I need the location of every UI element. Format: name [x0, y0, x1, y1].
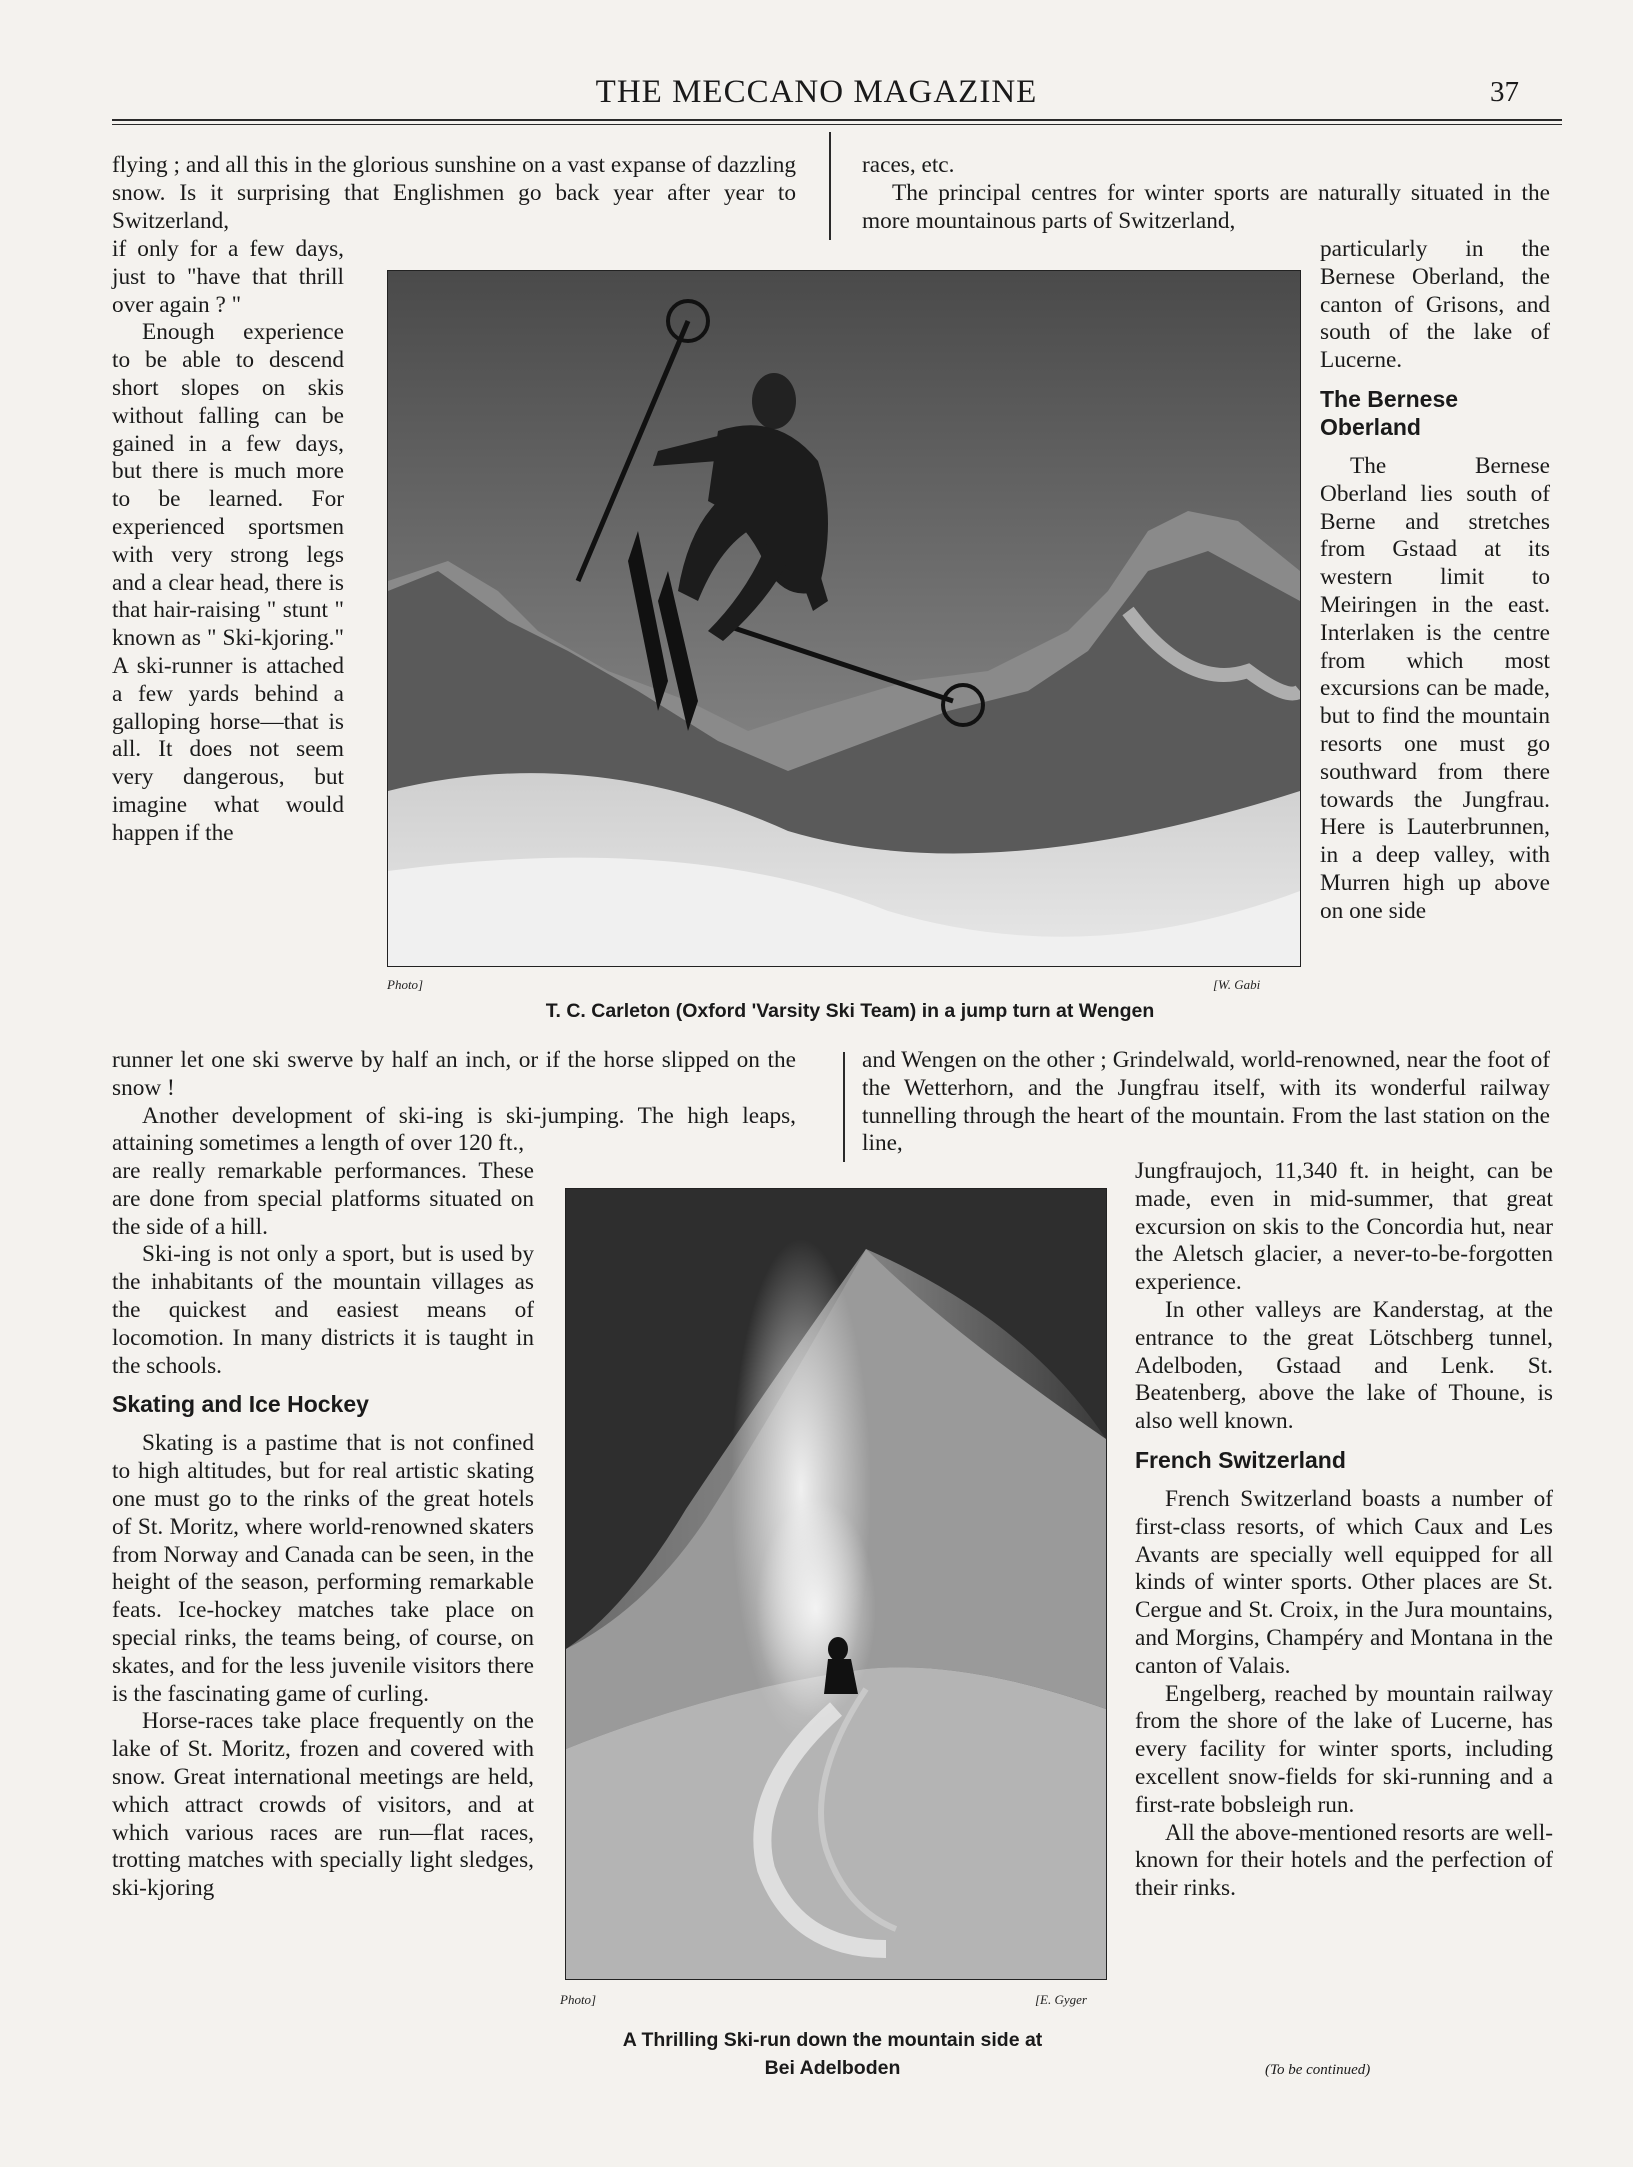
- paragraph: In other valleys are Kanderstag, at the entrance to the great Lötschberg tunnel, Adelboden, Gstaad and Lenk. St. Beatenberg, above the lake of Thoune, is also well known.: [1135, 1296, 1553, 1435]
- ski-run-image: [566, 1189, 1106, 1979]
- article-text-left-top: [112, 152, 796, 235]
- paragraph: races, etc.: [862, 152, 955, 178]
- photo-caption-top: T. C. Carleton (Oxford 'Varsity Ski Team) in a jump turn at Wengen: [545, 1000, 1155, 1022]
- photo-credit-left-2: Photo]: [560, 1992, 597, 2007]
- column-divider-middle: [843, 1052, 845, 1162]
- paragraph: Jungfraujoch, 11,340 ft. in height, can be made, even in mid-summer, that great excursion on skis to the Concordia hut, near the Aletsch glacier, a never-to-be-forgotten experience.: [1135, 1158, 1553, 1296]
- caption-line: A Thrilling Ski-run down the mountain side at: [622, 2029, 1043, 2051]
- paragraph: and Wengen on the other ; Grindelwald, world-renowned, near the foot of the Wetterhorn, and the Jungfrau itself, with its wonderful railway tunnelling through the heart of the mountain. From the last station on the line,: [862, 1047, 1550, 1157]
- paragraph: Another development of ski-ing is ski-jumping. The high leaps, attaining sometimes a length of over 120 ft.,: [112, 1102, 796, 1157]
- paragraph: Engelberg, reached by mountain railway from the shore of the lake of Lucerne, has every facility for winter sports, including excellent snow-fields for ski-running and a first-rate bobsleigh run.: [1135, 1680, 1553, 1818]
- photo-ski-run: [565, 1188, 1107, 1980]
- photo-ski-jump: [387, 270, 1301, 967]
- paragraph: are really remarkable performances. These are done from special platforms situated on the side of a hill.: [112, 1158, 534, 1240]
- paragraph: All the above-mentioned resorts are well-known for their hotels and the perfection of their rinks.: [1135, 1819, 1553, 1902]
- paragraph: runner let one ski swerve by half an inch, or if the horse slipped on the snow !: [112, 1047, 796, 1101]
- article-text-left-middle: [112, 1047, 796, 1158]
- header-rule-thin: [112, 124, 1562, 125]
- article-text-left-narrow: [112, 236, 344, 848]
- section-heading-french: French Switzerland: [1135, 1446, 1346, 1473]
- paragraph: Ski-ing is not only a sport, but is used by the inhabitants of the mountain villages as the quickest and easiest means of locomotion. In many districts it is taught in the schools.: [112, 1241, 534, 1379]
- continued-note: (To be continued): [1265, 2062, 1371, 2078]
- paragraph: Enough experience to be able to descend short slopes on skis without falling can be gained in a few days, but there is much more to be learned. For experienced sportsmen with very strong legs and a clear head, there is that hair-raising " stunt " known as " Ski-kjoring." A ski-runner is attached a few yards behind a galloping horse—that is all. It does not seem very dangerous, but imagine what would happen if the: [112, 319, 344, 846]
- page-number: 37: [1490, 76, 1519, 108]
- paragraph: if only for a few days, just to "have that thrill over again ? ": [112, 236, 344, 318]
- column-divider-top: [829, 132, 831, 240]
- article-text-right-narrow: [1320, 236, 1550, 926]
- photo-credit-left: Photo]: [387, 977, 424, 992]
- ski-jumper-image: [388, 271, 1300, 966]
- article-text-right-middle: [862, 1047, 1550, 1158]
- paragraph: The Bernese Oberland lies south of Berne and stretches from Gstaad at its western limit to Meiringen in the east. Interlaken is the centre from which most excursions can be made, but to find the mountain resorts one must go southward from there towards the Jungfrau. Here is Lauterbrunnen, in a deep valley, with Murren high up above on one side: [1320, 452, 1550, 924]
- paragraph: Skating is a pastime that is not confined to high altitudes, but for real artistic skating one must go to the rinks of the great hotels of St. Moritz, where world-renowned skaters from Norway and Canada can be seen, in the height of the season, performing remarkable feats. Ice-hockey matches take place on special rinks, the teams being, of course, on skates, and for the less juvenile visitors there is the fascinating game of curling.: [112, 1430, 534, 1707]
- paragraph: The principal centres for winter sports are naturally situated in the more mountainous parts of Switzerland,: [862, 179, 1550, 234]
- article-text-left-lower: [112, 1158, 534, 1903]
- paragraph: flying ; and all this in the glorious sunshine on a vast expanse of dazzling snow. Is it surprising that Englishmen go back year after year to Switzerland,: [112, 152, 796, 234]
- photo-caption-bottom: [560, 2026, 1105, 2082]
- article-text-right-lower: [1135, 1158, 1553, 1903]
- photo-credit-right: [W. Gabi: [1213, 977, 1261, 992]
- magazine-title: THE MECCANO MAGAZINE: [595, 74, 1038, 110]
- section-heading-bernese: The Bernese Oberland: [1320, 385, 1459, 440]
- paragraph: particularly in the Bernese Oberland, the canton of Grisons, and south of the lake of Lucerne.: [1320, 236, 1550, 374]
- paragraph: Horse-races take place frequently on the lake of St. Moritz, frozen and covered with snow. Great international meetings are held, which attract crowds of visitors, and at which various races are run—flat races, trotting matches with specially light sledges, ski-kjoring: [112, 1708, 534, 1902]
- section-heading-skating: Skating and Ice Hockey: [112, 1391, 369, 1418]
- header-rule: [112, 119, 1562, 121]
- article-text-right-top: [862, 152, 1550, 235]
- caption-line: Bei Adelboden: [764, 2057, 901, 2079]
- photo-credit-right-2: [E. Gyger: [1035, 1992, 1087, 2007]
- paragraph: French Switzerland boasts a number of first-class resorts, of which Caux and Les Avants are specially well equipped for all kinds of winter sports. Other places are St. Cergue and St. Croix, in the Jura mountains, and Morgins, Champéry and Montana in the canton of Valais.: [1135, 1485, 1553, 1679]
